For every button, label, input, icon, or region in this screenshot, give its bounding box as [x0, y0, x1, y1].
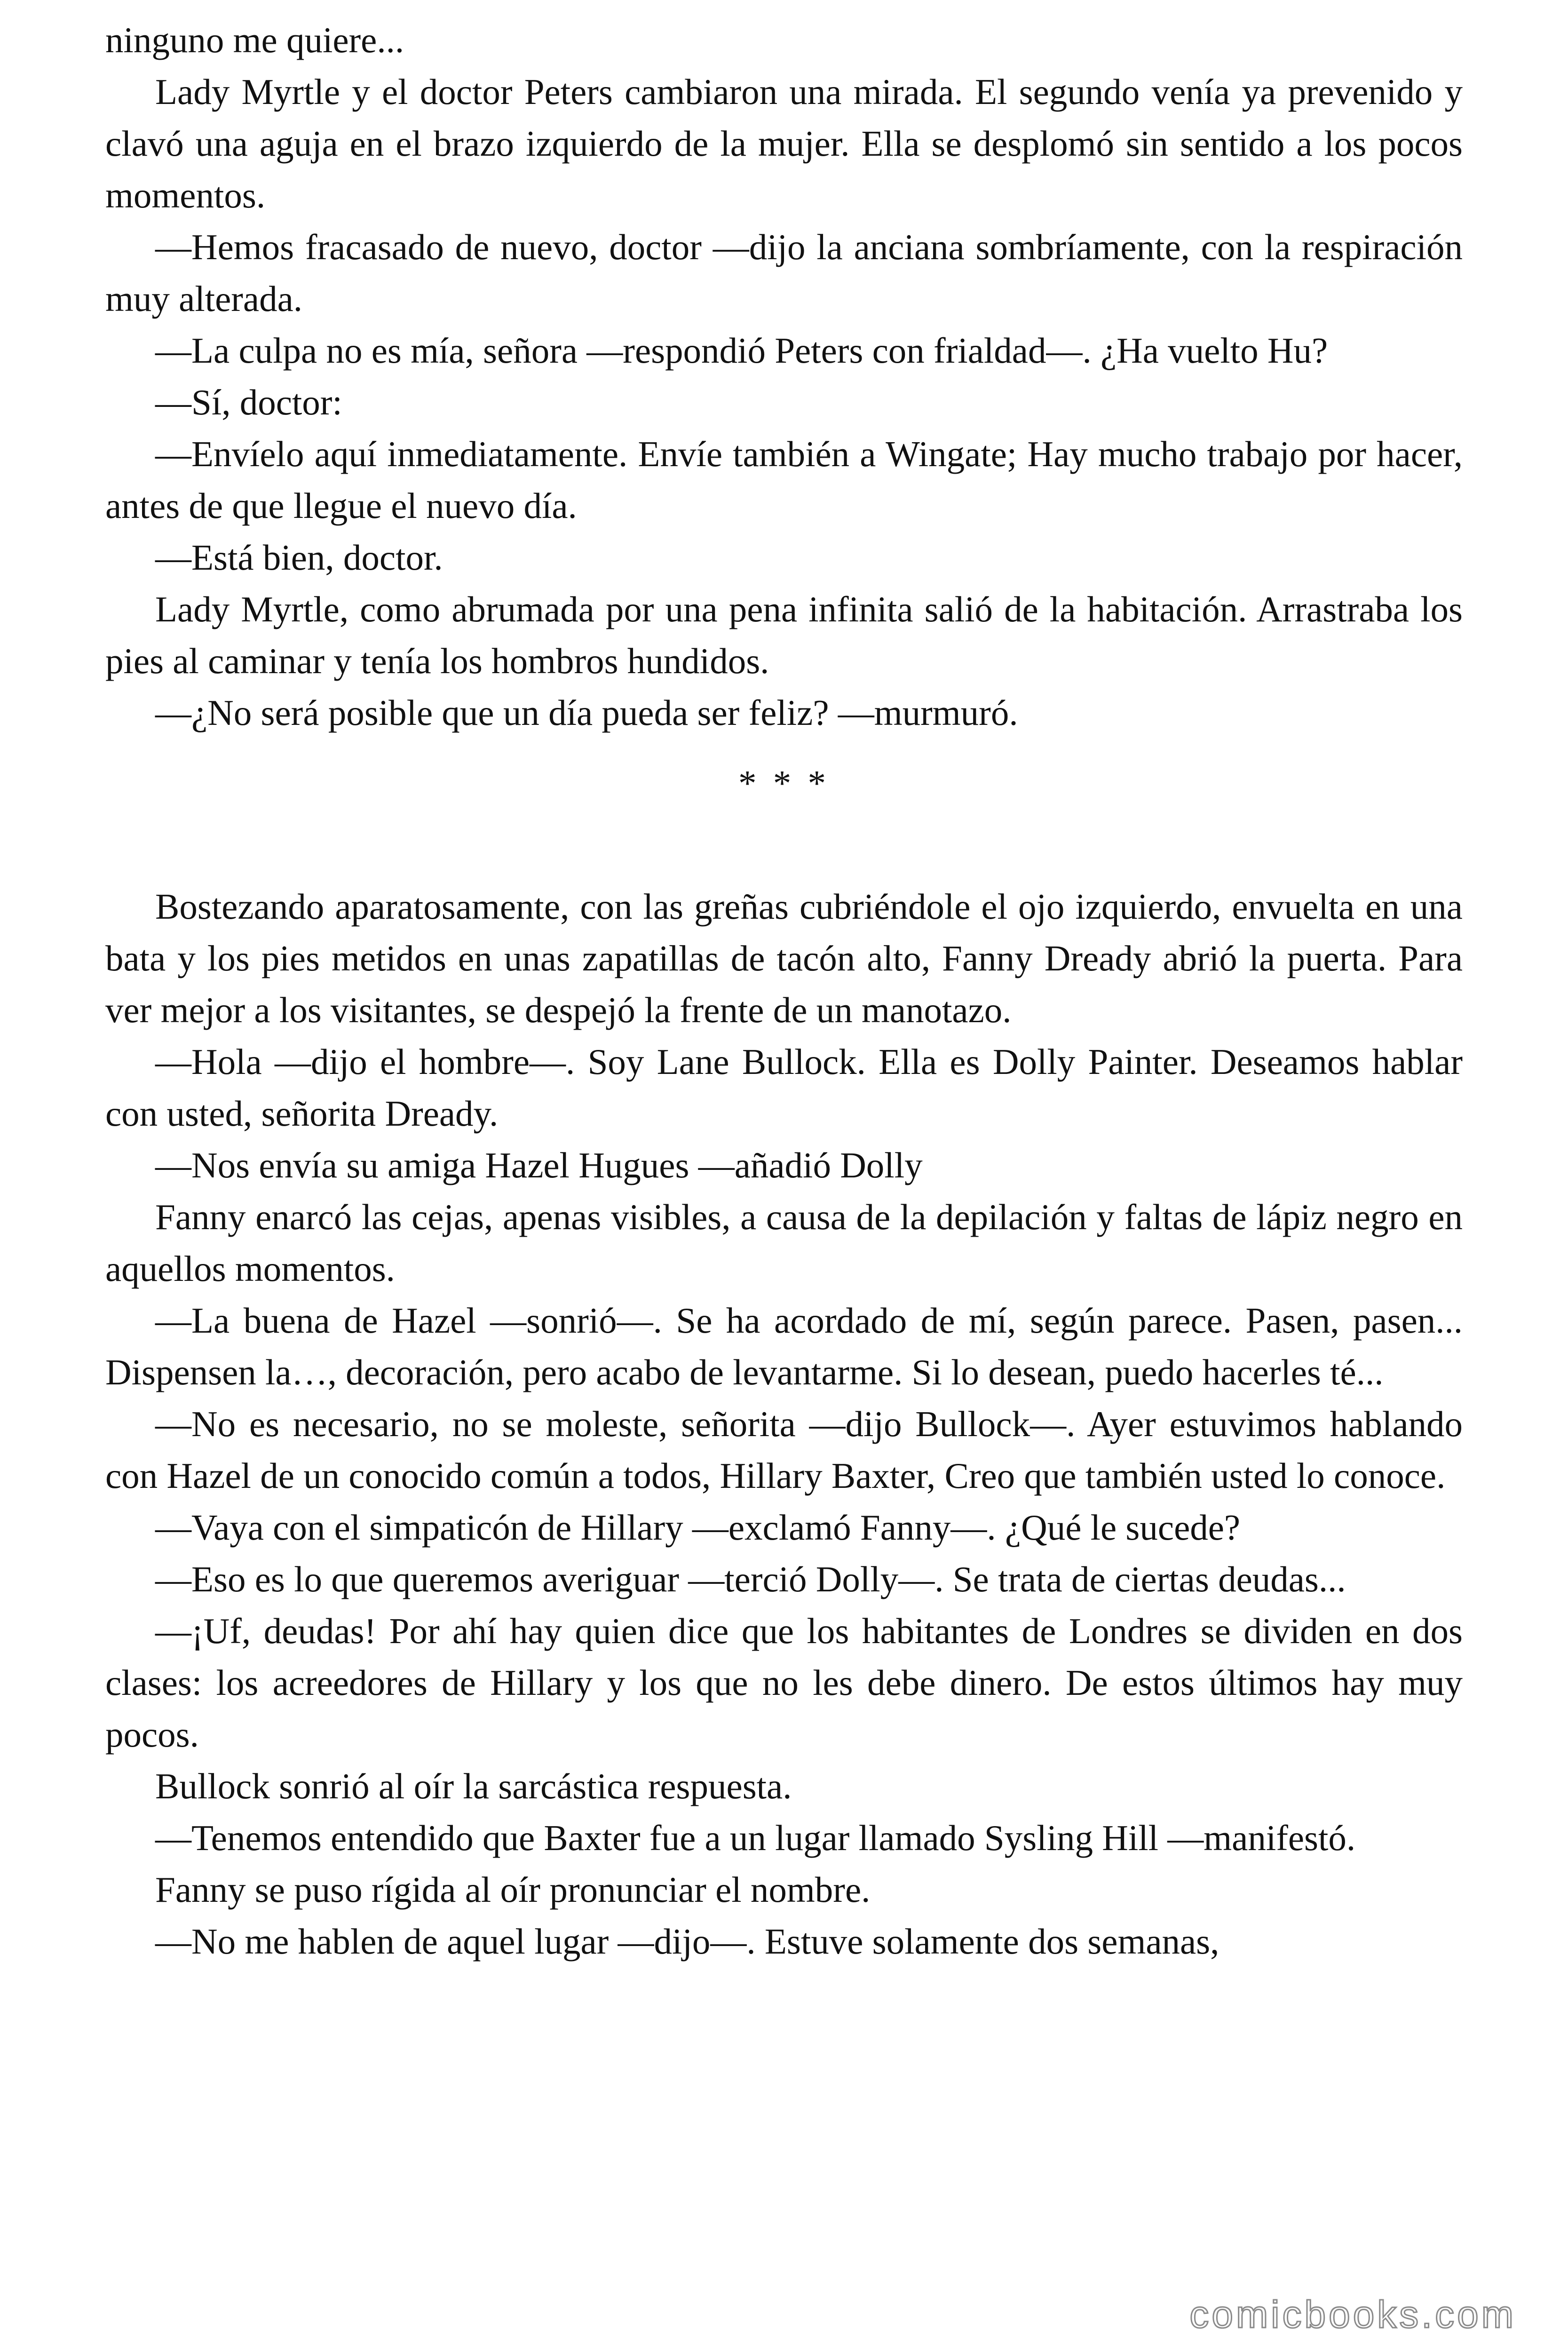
- paragraph: —La buena de Hazel —sonrió—. Se ha acordado de mí, según parece. Pasen, pasen... Dispensen la…, decoración, pero acabo de levantarme. Si lo desean, puedo hacerles té...: [105, 1300, 1463, 1392]
- paragraph: —¿No será posible que un día pueda ser feliz? —murmuró.: [155, 692, 1018, 733]
- section-separator: * * *: [738, 763, 830, 803]
- paragraph: Lady Myrtle y el doctor Peters cambiaron una mirada. El segundo venía ya prevenido y clavó una aguja en el brazo izquierdo de la mujer. Ella se desplomó sin sentido a los pocos momentos.: [105, 72, 1463, 215]
- paragraph: —Sí, doctor:: [155, 382, 342, 422]
- paragraph: ninguno me quiere...: [105, 20, 404, 60]
- paragraph: Bullock sonrió al oír la sarcástica respuesta.: [155, 1766, 792, 1806]
- paragraph: —Nos envía su amiga Hazel Hugues —añadió Dolly: [155, 1145, 923, 1185]
- paragraph: —No me hablen de aquel lugar —dijo—. Estuve solamente dos semanas,: [155, 1921, 1220, 1962]
- paragraph: —Vaya con el simpaticón de Hillary —exclamó Fanny—. ¿Qué le sucede?: [155, 1507, 1241, 1548]
- paragraph: —No es necesario, no se moleste, señorita —dijo Bullock—. Ayer estuvimos hablando con Hazel de un conocido común a todos, Hillary Baxter, Creo que también usted lo conoce.: [105, 1404, 1463, 1496]
- page-body: [105, 14, 1463, 1967]
- paragraph: —Eso es lo que queremos averiguar —terció Dolly—. Se trata de ciertas deudas...: [155, 1559, 1346, 1599]
- paragraph: Fanny enarcó las cejas, apenas visibles, a causa de la depilación y faltas de lápiz negro en aquellos momentos.: [105, 1197, 1463, 1289]
- paragraph: —Tenemos entendido que Baxter fue a un lugar llamado Sysling Hill —manifestó.: [155, 1818, 1356, 1858]
- paragraph: —Está bien, doctor.: [155, 537, 443, 578]
- paragraph: —Envíelo aquí inmediatamente. Envíe también a Wingate; Hay mucho trabajo por hacer, antes de que llegue el nuevo día.: [105, 434, 1463, 526]
- paragraph: —Hemos fracasado de nuevo, doctor —dijo la anciana sombríamente, con la respiración muy alterada.: [105, 227, 1463, 319]
- paragraph: —La culpa no es mía, señora —respondió Peters con frialdad—. ¿Ha vuelto Hu?: [155, 330, 1328, 371]
- watermark: comicbooks.com: [1189, 2293, 1516, 2336]
- paragraph: —¡Uf, deudas! Por ahí hay quien dice que los habitantes de Londres se dividen en dos clases: los acreedores de Hillary y los que no les debe dinero. De estos últimos hay muy pocos.: [105, 1611, 1463, 1755]
- paragraph: Fanny se puso rígida al oír pronunciar el nombre.: [155, 1869, 871, 1910]
- paragraph: Bostezando aparatosamente, con las greñas cubriéndole el ojo izquierdo, envuelta en una bata y los pies metidos en unas zapatillas de tacón alto, Fanny Dready abrió la puerta. Para ver mejor a los visitantes, se despejó la frente de un manotazo.: [105, 886, 1463, 1030]
- paragraph: —Hola —dijo el hombre—. Soy Lane Bullock. Ella es Dolly Painter. Deseamos hablar con usted, señorita Dready.: [105, 1041, 1463, 1134]
- paragraph: Lady Myrtle, como abrumada por una pena infinita salió de la habitación. Arrastraba los pies al caminar y tenía los hombros hundidos.: [105, 589, 1463, 681]
